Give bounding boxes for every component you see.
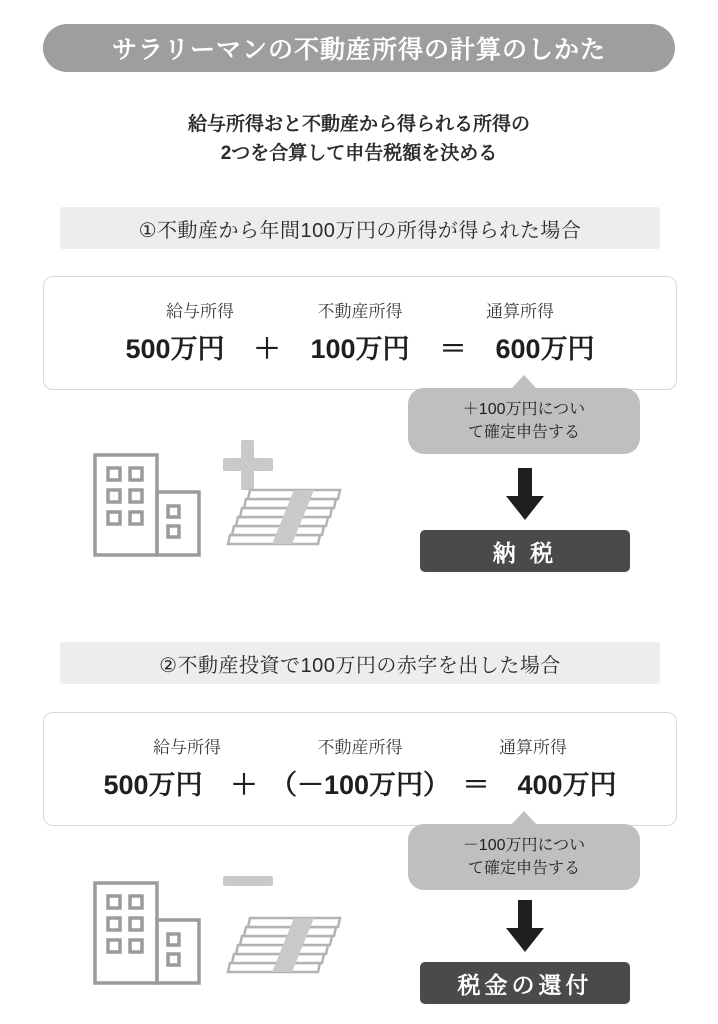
building-icon-2 xyxy=(95,883,199,983)
case-2-bubble-line-2: て確定申告する xyxy=(467,860,580,877)
lead-line-2: 2つを合算して申告税額を決める xyxy=(220,143,498,165)
case-2-formula-box xyxy=(43,712,677,826)
case-1-bubble xyxy=(408,388,640,454)
case-2-formula-values xyxy=(44,763,676,802)
case-1-illustration xyxy=(80,440,380,575)
case-2-bubble xyxy=(408,824,640,890)
case-1-bubble-line-1: ＋100万円につい xyxy=(462,400,586,418)
case-1-header-text: ①不動産から年間100万円の所得が得られた場合 xyxy=(138,219,582,242)
case-1-value-realestate: 100万円 xyxy=(310,334,410,364)
minus-sign-icon xyxy=(223,876,273,886)
case-1-label-realestate: 不動産所得 xyxy=(317,302,403,321)
case-2-label-total: 通算所得 xyxy=(499,738,567,757)
case-1-operator-plus: ＋ xyxy=(253,334,281,364)
case-1-label-salary: 給与所得 xyxy=(166,302,234,321)
case-1-formula-values xyxy=(44,327,676,366)
case-2-formula-labels xyxy=(44,733,676,758)
case-1-result-label: 納 税 xyxy=(492,539,558,566)
case-1-result-button[interactable] xyxy=(420,530,630,572)
case-2-label-realestate: 不動産所得 xyxy=(317,738,403,757)
case-2-header-text: ②不動産投資で100万円の赤字を出した場合 xyxy=(159,654,561,677)
case-2-operator-plus: ＋ xyxy=(230,770,258,800)
plus-sign-icon xyxy=(223,440,273,490)
case-1-bubble-line-2: て確定申告する xyxy=(467,424,580,441)
case-1-operator-equals: ＝ xyxy=(439,334,467,364)
case-2-value-realestate: （－100万円） xyxy=(269,770,451,800)
case-1-formula-labels xyxy=(44,297,676,322)
case-2-header-bar xyxy=(60,642,660,684)
lead-text xyxy=(0,110,718,169)
page-title-bar xyxy=(43,24,675,72)
case-2-bubble-tail xyxy=(511,811,537,825)
arrow-down-icon xyxy=(503,468,547,522)
case-2-label-salary: 給与所得 xyxy=(153,738,221,757)
case-2-value-salary: 500万円 xyxy=(103,770,203,800)
lead-line-1: 給与所得おと不動産から得られる所得の xyxy=(187,114,530,135)
case-2-result-button[interactable] xyxy=(420,962,630,1004)
case-2-bubble-line-1: －100万円につい xyxy=(462,836,586,854)
case-2-operator-equals: ＝ xyxy=(462,770,490,800)
case-2-result-label: 税金の還付 xyxy=(457,971,593,998)
building-icon xyxy=(95,455,199,555)
arrow-down-icon-2 xyxy=(503,900,547,954)
case-2-value-total: 400万円 xyxy=(517,770,617,800)
case-1-value-salary: 500万円 xyxy=(125,334,225,364)
case-1-bubble-tail xyxy=(511,375,537,389)
case-1-formula-box xyxy=(43,276,677,390)
case-1-value-total: 600万円 xyxy=(495,334,595,364)
case-2-illustration xyxy=(80,868,380,1003)
case-1-label-total: 通算所得 xyxy=(486,302,554,321)
case-1-header-bar xyxy=(60,207,660,249)
page-title: サラリーマンの不動産所得の計算のしかた xyxy=(111,36,606,64)
